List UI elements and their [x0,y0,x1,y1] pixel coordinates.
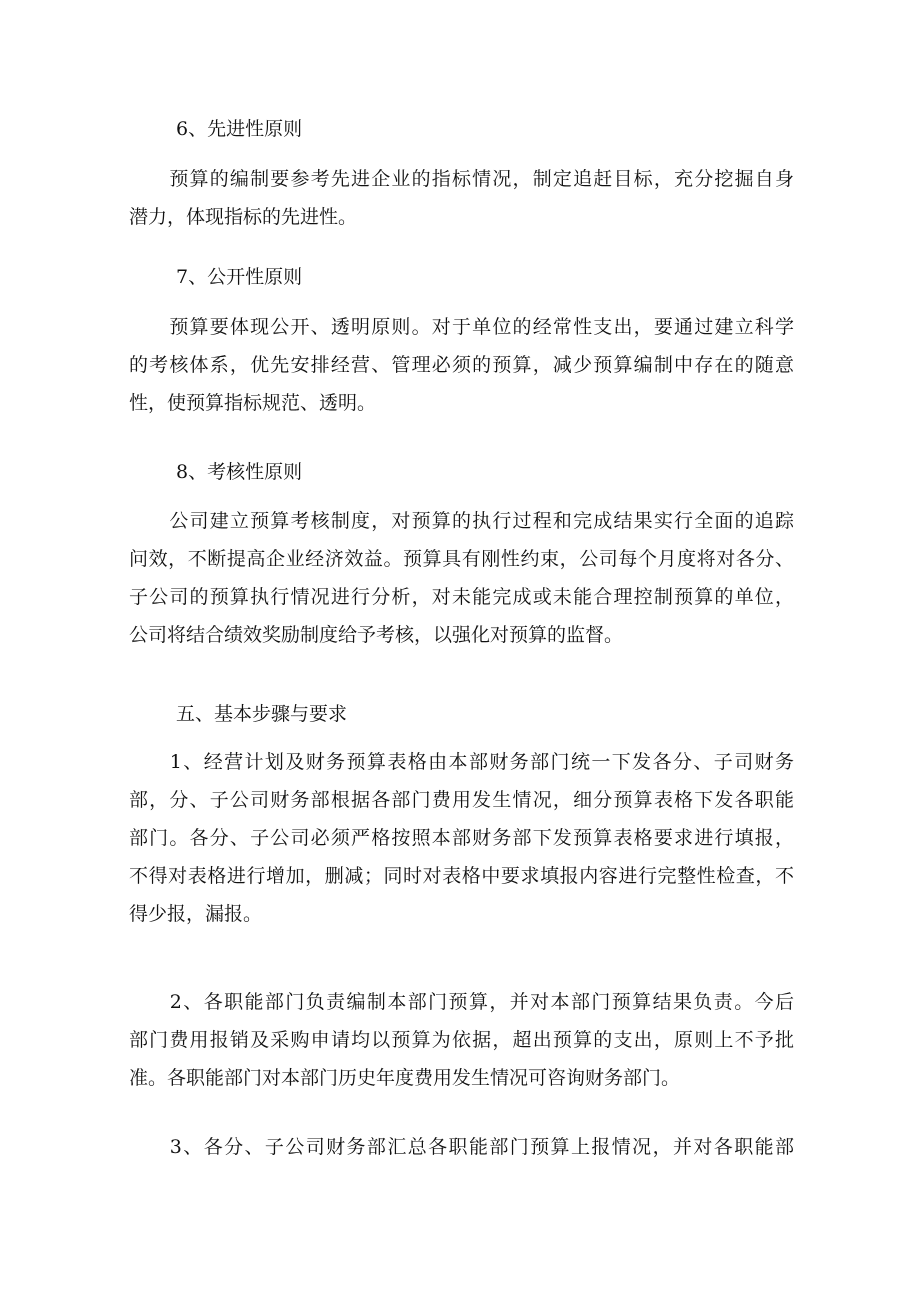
paragraph-6 [129,160,794,236]
paragraph-line: 1、经营计划及财务预算表格由本部财务部门统一下发各分、子司财务 [129,751,794,773]
paragraph-line: 准。各职能部门对本部门历史年度费用发生情况可咨询财务部门。 [129,1067,681,1089]
paragraph-line: 部门费用报销及采购申请均以预算为依据，超出预算的支出，原则上不予批 [129,1029,794,1051]
paragraph-8 [129,502,794,654]
paragraph-line: 得少报，漏报。 [129,903,263,925]
section-heading-6: 6、先进性原则 [176,118,303,140]
paragraph-line: 性，使预算指标规范、透明。 [129,392,377,414]
paragraph-step-1 [129,743,794,933]
paragraph-line: 的考核体系，优先安排经营、管理必须的预算，减少预算编制中存在的随意 [129,354,794,376]
paragraph-line: 公司将结合绩效奖励制度给予考核，以强化对预算的监督。 [129,624,624,646]
paragraph-7 [129,308,794,422]
paragraph-line: 预算要体现公开、透明原则。对于单位的经常性支出，要通过建立科学 [129,316,794,338]
section-heading-8: 8、考核性原则 [176,461,303,483]
paragraph-line: 3、各分、子公司财务部汇总各职能部门预算上报情况，并对各职能部 [129,1136,794,1158]
paragraph-line: 2、各职能部门负责编制本部门预算，并对本部门预算结果负责。今后 [129,991,794,1013]
paragraph-line: 预算的编制要参考先进企业的指标情况，制定追赶目标，充分挖掘自身 [129,168,794,190]
paragraph-line: 子公司的预算执行情况进行分析，对未能完成或未能合理控制预算的单位， [129,586,794,608]
paragraph-line: 部，分、子公司财务部根据各部门费用发生情况，细分预算表格下发各职能 [129,789,794,811]
paragraph-line: 潜力，体现指标的先进性。 [129,206,358,228]
paragraph-line: 部门。各分、子公司必须严格按照本部财务部下发预算表格要求进行填报， [129,827,794,849]
paragraph-line: 问效，不断提高企业经济效益。预算具有刚性约束，公司每个月度将对各分、 [129,548,794,570]
paragraph-line: 公司建立预算考核制度，对预算的执行过程和完成结果实行全面的追踪 [129,510,794,532]
paragraph-step-2 [129,983,794,1097]
section-heading-7: 7、公开性原则 [176,266,303,288]
paragraph-line: 不得对表格进行增加，删减；同时对表格中要求填报内容进行完整性检查，不 [129,865,794,887]
section-heading-five: 五、基本步骤与要求 [176,703,348,725]
paragraph-step-3 [129,1128,794,1166]
